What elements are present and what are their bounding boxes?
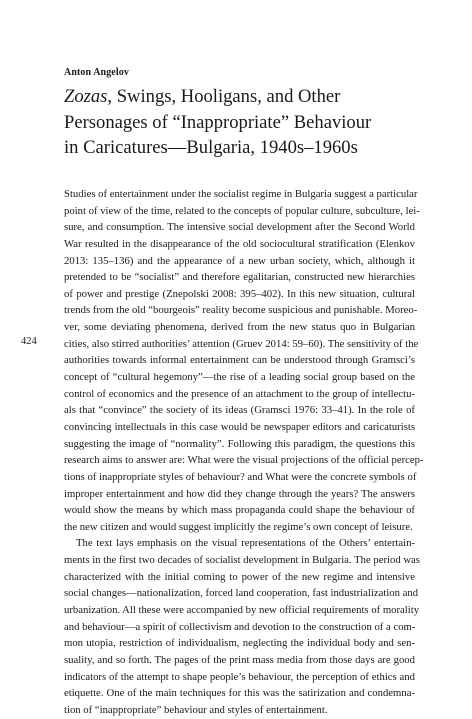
text-line: tions of inappropriate styles of behaviour? and What were the concrete symbols of (64, 470, 417, 483)
text-line: ments in the first two decades of socialist development in Bulgaria. The period was (64, 554, 420, 567)
text-line: pretended to be “socialist” and therefore egalitarian, constructed new hierarchies (64, 271, 415, 284)
text-line: point of view of the time, related to the concepts of popular culture, subculture, lei- (64, 204, 420, 217)
text-line: indicators of the attempt to shape people’s behaviour, the perception of ethics and (64, 670, 415, 683)
text-line: control of economics and the presence of an attachment to the group of intellectu- (64, 387, 415, 400)
text-line: etiquette. One of the main techniques for this was the satirization and condemna- (64, 687, 415, 700)
text-line: would show the means by which mass propaganda could shape the behaviour of (64, 504, 415, 517)
text-line: concept of “cultural hegemony”—the rise of a leading social group based on the (64, 371, 415, 384)
title-italic-word: Zozas (64, 86, 108, 107)
text-line: authorities towards informal entertainment can be understood through Gramsci’s (64, 354, 415, 367)
text-line: urbanization. All these were accompanied by new official requirements of morality (64, 604, 420, 617)
body-text (64, 186, 424, 719)
text-line: mon utopia, restriction of individualism, neglecting the individual body and sen- (64, 637, 415, 650)
text-line: als that “convince” the society of its ideas (Gramsci 1976: 33–41). In the role of (64, 404, 415, 417)
text-line: 2013: 135–136) and the appearance of a new urban society, which, although it (64, 254, 415, 267)
text-line: suggesting the image of “normality”. Following this paradigm, the questions this (64, 437, 415, 450)
text-line: sure, and consumption. The intensive social development after the Second World (64, 221, 415, 234)
text-line: characterized with the initial coming to power of the new regime and intensive (64, 570, 415, 583)
paragraph (64, 186, 424, 535)
text-line: suality, and so forth. The pages of the print mass media from those days are good (64, 653, 415, 666)
text-line: social changes—nationalization, forced land cooperation, fast industrialization and (64, 587, 419, 600)
text-line: War resulted in the disappearance of the old sociocultural stratification (Elenkov (64, 237, 415, 250)
text-line: ver, some deviating phenomena, derived from the new status quo in Bulgarian (64, 321, 415, 334)
text-line: convincing intellectuals in this case would be newspaper editors and caricaturists (64, 420, 415, 433)
text-line: and behaviour—a spirit of collectivism and devotion to the construction of a com- (64, 620, 416, 633)
text-line: cities, also stirred authorities’ attention (Gruev 2014: 59–60). The sensitivity of the (64, 337, 419, 350)
text-line: the new citizen and would suggest implicitly the regime’s own concept of leisure. (64, 520, 413, 533)
text-line: improper entertainment and how did they change through the years? The answers (64, 487, 415, 500)
paragraph (64, 535, 420, 718)
title-line-3: in Caricatures—Bulgaria, 1940s–1960s (64, 137, 358, 159)
title-line-1 (64, 84, 444, 110)
article-title (64, 84, 444, 161)
page-number: 424 (21, 336, 37, 347)
text-line: The text lays emphasis on the visual representations of the Others’ entertain- (76, 537, 415, 550)
text-line: tion of “inappropriate” behaviour and styles of entertainment. (64, 703, 328, 716)
text-line: research aims to answer are: What were the visual projections of the official percep- (64, 454, 424, 467)
text-line: of power and prestige (Znepolski 2008: 395–402). In this new situation, cultural (64, 287, 415, 300)
text-line: Studies of entertainment under the socialist regime in Bulgaria suggest a particular (64, 188, 418, 200)
author-name: Anton Angelov (64, 67, 129, 78)
title-line-1-rest: , Swings, Hooligans, and Other (107, 86, 341, 107)
text-line: trends from the old “bourgeois” reality become suspicious and punishable. Moreo- (64, 304, 418, 317)
title-line-2: Personages of “Inappropriate” Behaviour (64, 111, 372, 133)
